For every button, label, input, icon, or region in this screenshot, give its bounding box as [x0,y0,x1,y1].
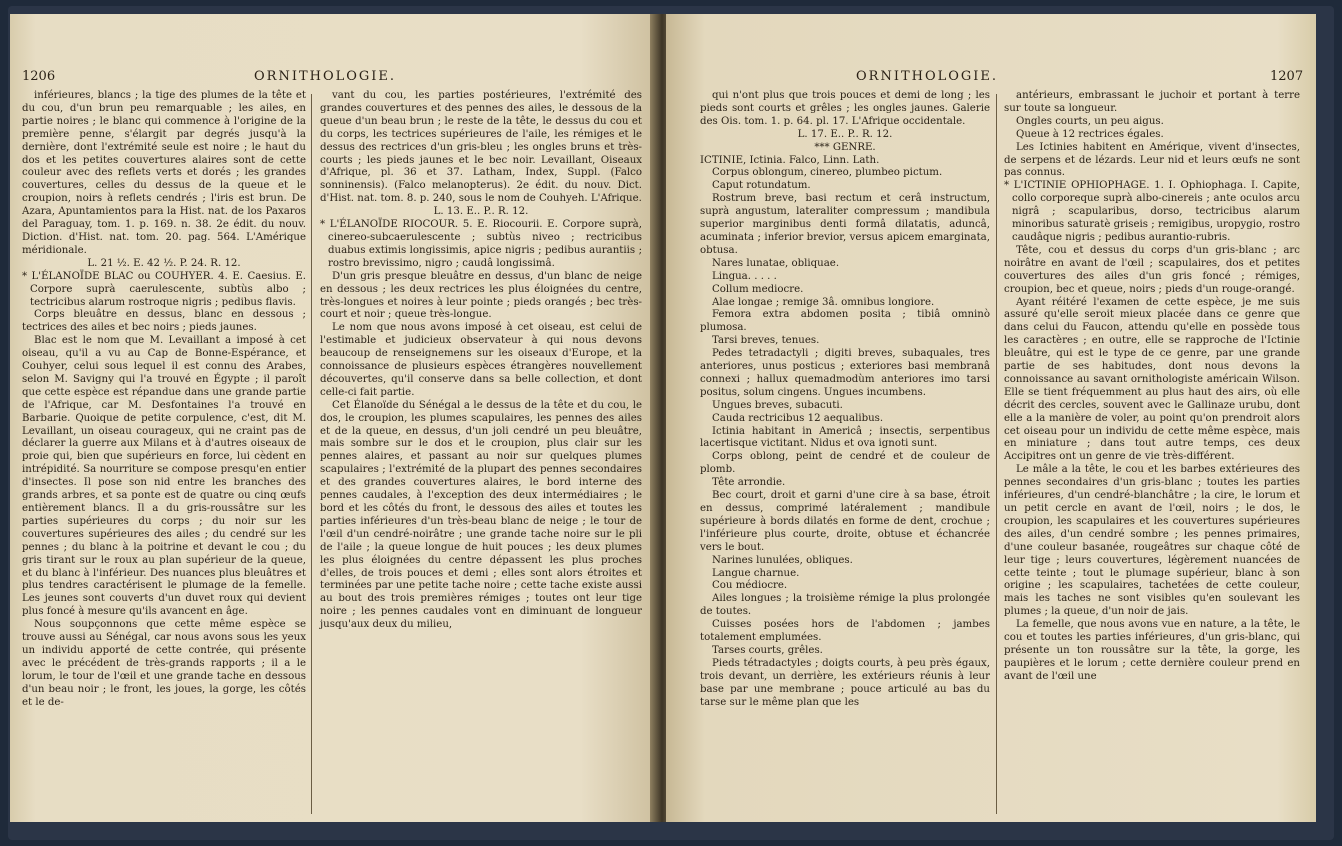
paragraph: * L'ÉLANOÏDE BLAC ou COUHYER. 4. E. Caesius. E. Corpore suprà caerulescente, subtùs albo ; tectricibus alarum rostroque nigris ; pedibus flavis. [22,270,306,308]
paragraph: Femora extra abdomen posita ; tibiâ omninò plumosa. [700,309,990,334]
paragraph: Pieds tétradactyles ; doigts courts, à peu près égaux, trois devant, un derrière, les extérieurs réunis à leur base par une membrane ; pouce articulé au bas du tarse sur le même plan que les [700,657,990,708]
paragraph: La femelle, que nous avons vue en nature, a la tête, le cou et toutes les parties inférieures, d'un gris-blanc, qui présente un ton roussâtre sur la tête, la gorge, les paupières et le lorum ; cette dernière couleur prend en avant de l'œil une [1004,619,1300,682]
paragraph: Tarsi breves, tenues. [712,335,820,347]
paragraph: inférieures, blancs ; la tige des plumes de la tête et du cou, d'un brun peu remarquable ; les ailes, en partie noires ; le blanc qui commence à l'origine de la première penne, s'élargit par degrés jusqu'à la dernière, dont l'extrémité seule est noire ; le haut du dos et les petites couvertures alaires sont de cette couleur avec des reflets verts et dorés ; les grandes couvertures, celles du dessus de la queue et le croupion, noirs à reflets cendrés ; l'iris est brun. De Azara, Apuntamientos para la Hist. nat. de los Paxaros del Paraguay, tom. 1. p. 169. n. 38. 2e édit. du nouv. Diction. d'Hist. nat. tom. 20. pag. 564. L'Amérique méridionale. [22,90,306,256]
paragraph: Blac est le nom que M. Levaillant a imposé à cet oiseau, qu'il a vu au Cap de Bonne-Espérance, et Couhyer, celui sous lequel il est connu des Arabes, selon M. Savigny qui l'a trouvé en Égypte ; il paroît que cette espèce est répandue dans une grande partie de l'Afrique, car M. Desfontaines l'a trouvé en Barbarie. Quoique de petite corpulence, c'est, dit M. Levaillant, un oiseau courageux, qui ne craint pas de déclarer la guerre aux Milans et à d'autres oiseaux de proie qui, bien que supérieurs en force, lui cèdent en intrépidité. Sa nourriture se compose presqu'en entier d'insectes. Il pose son nid entre les branches des grands arbres, et sa ponte est de quatre ou cinq œufs entièrement blancs. Il a du gris-roussâtre sur les parties supérieures du corps ; du noir sur les couvertures supérieures des ailes ; du cendré sur les pennes ; du blanc à la poitrine et devant le cou ; du gris tirant sur le roux au plan supérieur de la queue, et du blanc à l'inférieur. Des nuances plus bleuâtres et plus tendres caractérisent le plumage de la femelle. Les jeunes sont couverts d'un duvet roux qui devient plus foncé à mesure qu'ils avancent en âge. [22,335,306,618]
paragraph: Collum mediocre. [712,283,804,295]
paragraph: Tête arrondie. [712,477,786,489]
left-column-2 [320,90,642,632]
paragraph: Narines lunulées, obliques. [712,554,853,566]
paragraph: Ungues breves, subacuti. [712,399,843,411]
running-title-left: ORNITHOLOGIE. [254,69,397,84]
paragraph: Tarses courts, grêles. [712,644,823,656]
paragraph: Corps oblong, peint de cendré et de couleur de plomb. [700,451,990,476]
paragraph: Queue à 12 rectrices égales. [1016,128,1164,140]
paragraph: Ictinia habitant in Americâ ; insectis, serpentibus lacertisque victitant. Nidus et ova ignoti sunt. [700,425,990,450]
paragraph: qui n'ont plus que trois pouces et demi de long ; les pieds sont courts et grêles ; les ongles jaunes. Galerie des Ois. tom. 1. p. 64. pl. 17. L'Afrique occidentale. [700,90,990,127]
paragraph: antérieurs, embrassant le juchoir et portant à terre sur toute sa longueur. [1004,90,1300,114]
right-column-2 [1004,90,1300,684]
paragraph: *** GENRE. [814,141,876,153]
paragraph: Ayant réitéré l'examen de cette espèce, je me suis assuré qu'elle seroit mieux placée dans ce genre que dans celui du Faucon, attendu qu'elle en possède tous les caractères ; en outre, elle se rapproche de l'Ictinie bleuâtre, qui est le type de ce genre, par une grande partie de ses habitudes, dont nous devons la connoissance au savant ornithologiste américain Wilson. Elle se tient fréquemment au plus haut des airs, où elle décrit des cercles, souvent avec le Gallinaze urubu, dont elle a la manière de voler, au point qu'on prendroit alors cet oiseau pour un individu de cette même espèce, mais en miniature ; dans tout autre temps, ces deux Accipitres ont un genre de vie très-différent. [1004,296,1300,463]
paragraph: Corps bleuâtre en dessus, blanc en dessous ; tectrices des ailes et bec noirs ; pieds jaunes. [22,309,306,334]
right-page [666,14,1316,822]
paragraph: D'un gris presque bleuâtre en dessus, d'un blanc de neige en dessous ; les deux rectrices les plus éloignées du centre, très-longues et noires à leur pointe ; pieds orangés ; bec très-court et noir ; queue très-longue. [320,270,642,321]
paragraph: ICTINIE, Ictinia. Falco, Linn. Lath. [700,154,880,166]
paragraph: Le mâle a la tête, le cou et les barbes extérieures des pennes secondaires d'un gris-blanc ; toutes les parties inférieures, d'un cendré-blanchâtre ; la cire, le lorum et un petit cercle en avant de l'œil, noirs ; le dos, le croupion, les scapulaires et les couvertures supérieures des ailes, d'un cendré sombre ; les pennes primaires, d'une couleur basanée, rougeâtres sur chaque côté de leur tige ; leurs couvertures, légèrement nuancées de cette teinte ; tout le plumage supérieur, blanc à son origine ; les scapulaires, tachetées de cette couleur, mais les taches ne sont visibles qu'en soulevant les plumes ; la queue, d'un noir de jais. [1004,464,1300,618]
paragraph: L. 13. E.. P.. R. 12. [433,206,529,218]
paragraph: * L'ICTINIE OPHIOPHAGE. 1. I. Ophiophaga. I. Capite, collo corporeque suprà albo-cinereis ; ante oculos arcu nigrâ ; scapularibus, dorso, tectricibus alarum minoribus saturatè griseis ; remigibus, uropygio, rostro caudâque nigris ; pedibus aurantio-rubris. [1004,180,1300,243]
right-column-1 [700,90,990,710]
paragraph: Tête, cou et dessus du corps d'un gris-blanc ; arc noirâtre en avant de l'œil ; scapulaires, dos et petites couvertures des ailes d'un gris foncé ; rémiges, croupion, bec et queue, noirs ; pieds d'un rouge-orangé. [1004,244,1300,295]
paragraph: Cauda rectricibus 12 aequalibus. [712,412,884,424]
paragraph: vant du cou, les parties postérieures, l'extrémité des grandes couvertures et des pennes des ailes, le dessous de la queue d'un beau brun ; le reste de la tête, le dessus du cou et du corps, les tectrices supérieures de l'aile, les rémiges et le dessus des rectrices d'un gris-bleu ; les ongles bruns et très-courts ; les pieds jaunes et le bec noir. Levaillant, Oiseaux d'Afrique, pl. 36 et 37. Latham, Index, Suppl. (Falco sonninensis). (Falco melanopterus). 2e édit. du nouv. Dict. d'Hist. nat. tom. 8. p. 240, sous le nom de Couhyeh. L'Afrique. [320,90,642,205]
paragraph: Cet Élanoïde du Sénégal a le dessus de la tête et du cou, le dos, le croupion, les plumes scapulaires, les pennes des ailes et de la queue, en dessus, d'un joli cendré un peu bleuâtre, mais sombre sur le dos et le croupion, plus clair sur les pennes alaires, et passant au noir sur quelques plumes scapulaires ; l'extrémité de la plupart des pennes secondaires et des grandes couvertures alaires, le bord interne des pennes caudales, à l'exception des deux intermédiaires ; le bord et les côtés du front, le dessous des ailes et toutes les parties inférieures d'un très-beau blanc de neige ; le tour de l'œil d'un cendré-noirâtre ; une grande tache noire sur le pli de l'aile ; la queue longue de huit pouces ; les deux plumes les plus éloignées du centre dépassent les plus proches d'elles, de trois pouces et demi ; elles sont alors étroites et terminées par une petite tache noire ; cette tache existe aussi au bout des trois premières rémiges ; toutes ont leur tige noire ; les pennes caudales vont en diminuant de longueur jusqu'aux deux du milieu, [320,399,642,631]
paragraph: Nares lunatae, obliquae. [712,257,840,269]
column-divider [311,94,312,814]
paragraph: Rostrum breve, basi rectum et cerâ instructum, suprà angustum, lateraliter compressum ; mandibula superior marginibus denti formâ dilatatis, aduncâ, acuminata ; inferior brevior, versus apicem emarginata, obtusa. [700,193,990,256]
paragraph: Lingua. . . . . [712,270,777,282]
paragraph: Cuisses posées hors de l'abdomen ; jambes totalement emplumées. [700,619,990,644]
left-column-1 [22,90,306,710]
page-number-right: 1207 [1270,69,1304,84]
paragraph: * L'ÉLANOÏDE RIOCOUR. 5. E. Riocourii. E. Corpore suprà, cinereo-subcaerulescente ; subtùs niveo ; rectricibus duabus extimis longissimis, apice nigris ; pedibus aurantiis ; rostro brevissimo, nigro ; caudâ longissimâ. [320,219,642,269]
column-divider [996,94,997,814]
paragraph: Langue charnue. [712,567,800,579]
paragraph: Ailes longues ; la troisième rémige la plus prolongée de toutes. [700,593,990,618]
paragraph: Ongles courts, un peu aigus. [1016,115,1164,127]
paragraph: L. 21 ½. E. 42 ½. P. 24. R. 12. [87,257,241,269]
paragraph: Les Ictinies habitent en Amérique, vivent d'insectes, de serpens et de lézards. Leur nid et leurs œufs ne sont pas connus. [1004,141,1300,179]
paragraph: L. 17. E.. P.. R. 12. [797,128,893,140]
page-number-left: 1206 [22,69,56,84]
paragraph: Bec court, droit et garni d'une cire à sa base, étroit en dessus, comprimé latéralement ; mandibule supérieure à bords dilatés en forme de dent, crochue ; l'inférieure plus courte, droite, obtuse et échancrée vers le bout. [700,490,990,553]
paragraph: Corpus oblongum, cinereo, plumbeo pictum. [712,167,943,179]
paragraph: Cou médiocre. [712,580,788,592]
paragraph: Le nom que nous avons imposé à cet oiseau, est celui de l'estimable et judicieux observateur à qui nous devons beaucoup de renseignemens sur les oiseaux d'Europe, et la connoissance de plusieurs espèces étrangères nouvellement découvertes, qu'il conserve dans sa belle collection, et dont celle-ci fait partie. [320,322,642,398]
left-page [10,14,658,822]
paragraph: Nous soupçonnons que cette même espèce se trouve aussi au Sénégal, car nous avons sous les yeux un individu apporté de cette contrée, qui présente avec le précédent de très-grands rapports ; il a le lorum, le tour de l'œil et une grande tache en dessous d'un beau noir ; le front, les joues, la gorge, les côtés et le de- [22,619,306,708]
paragraph: Caput rotundatum. [712,180,811,192]
paragraph: Alae longae ; remige 3â. omnibus longiore. [712,296,935,308]
paragraph: Pedes tetradactyli ; digiti breves, subaquales, tres anteriores, unus posticus ; exteriores basi membranâ connexi ; hallux quemadmodùm anteriores imo tarsi positus, solum cingens. Ungues incumbens. [700,348,990,398]
running-title-right: ORNITHOLOGIE. [856,69,999,84]
